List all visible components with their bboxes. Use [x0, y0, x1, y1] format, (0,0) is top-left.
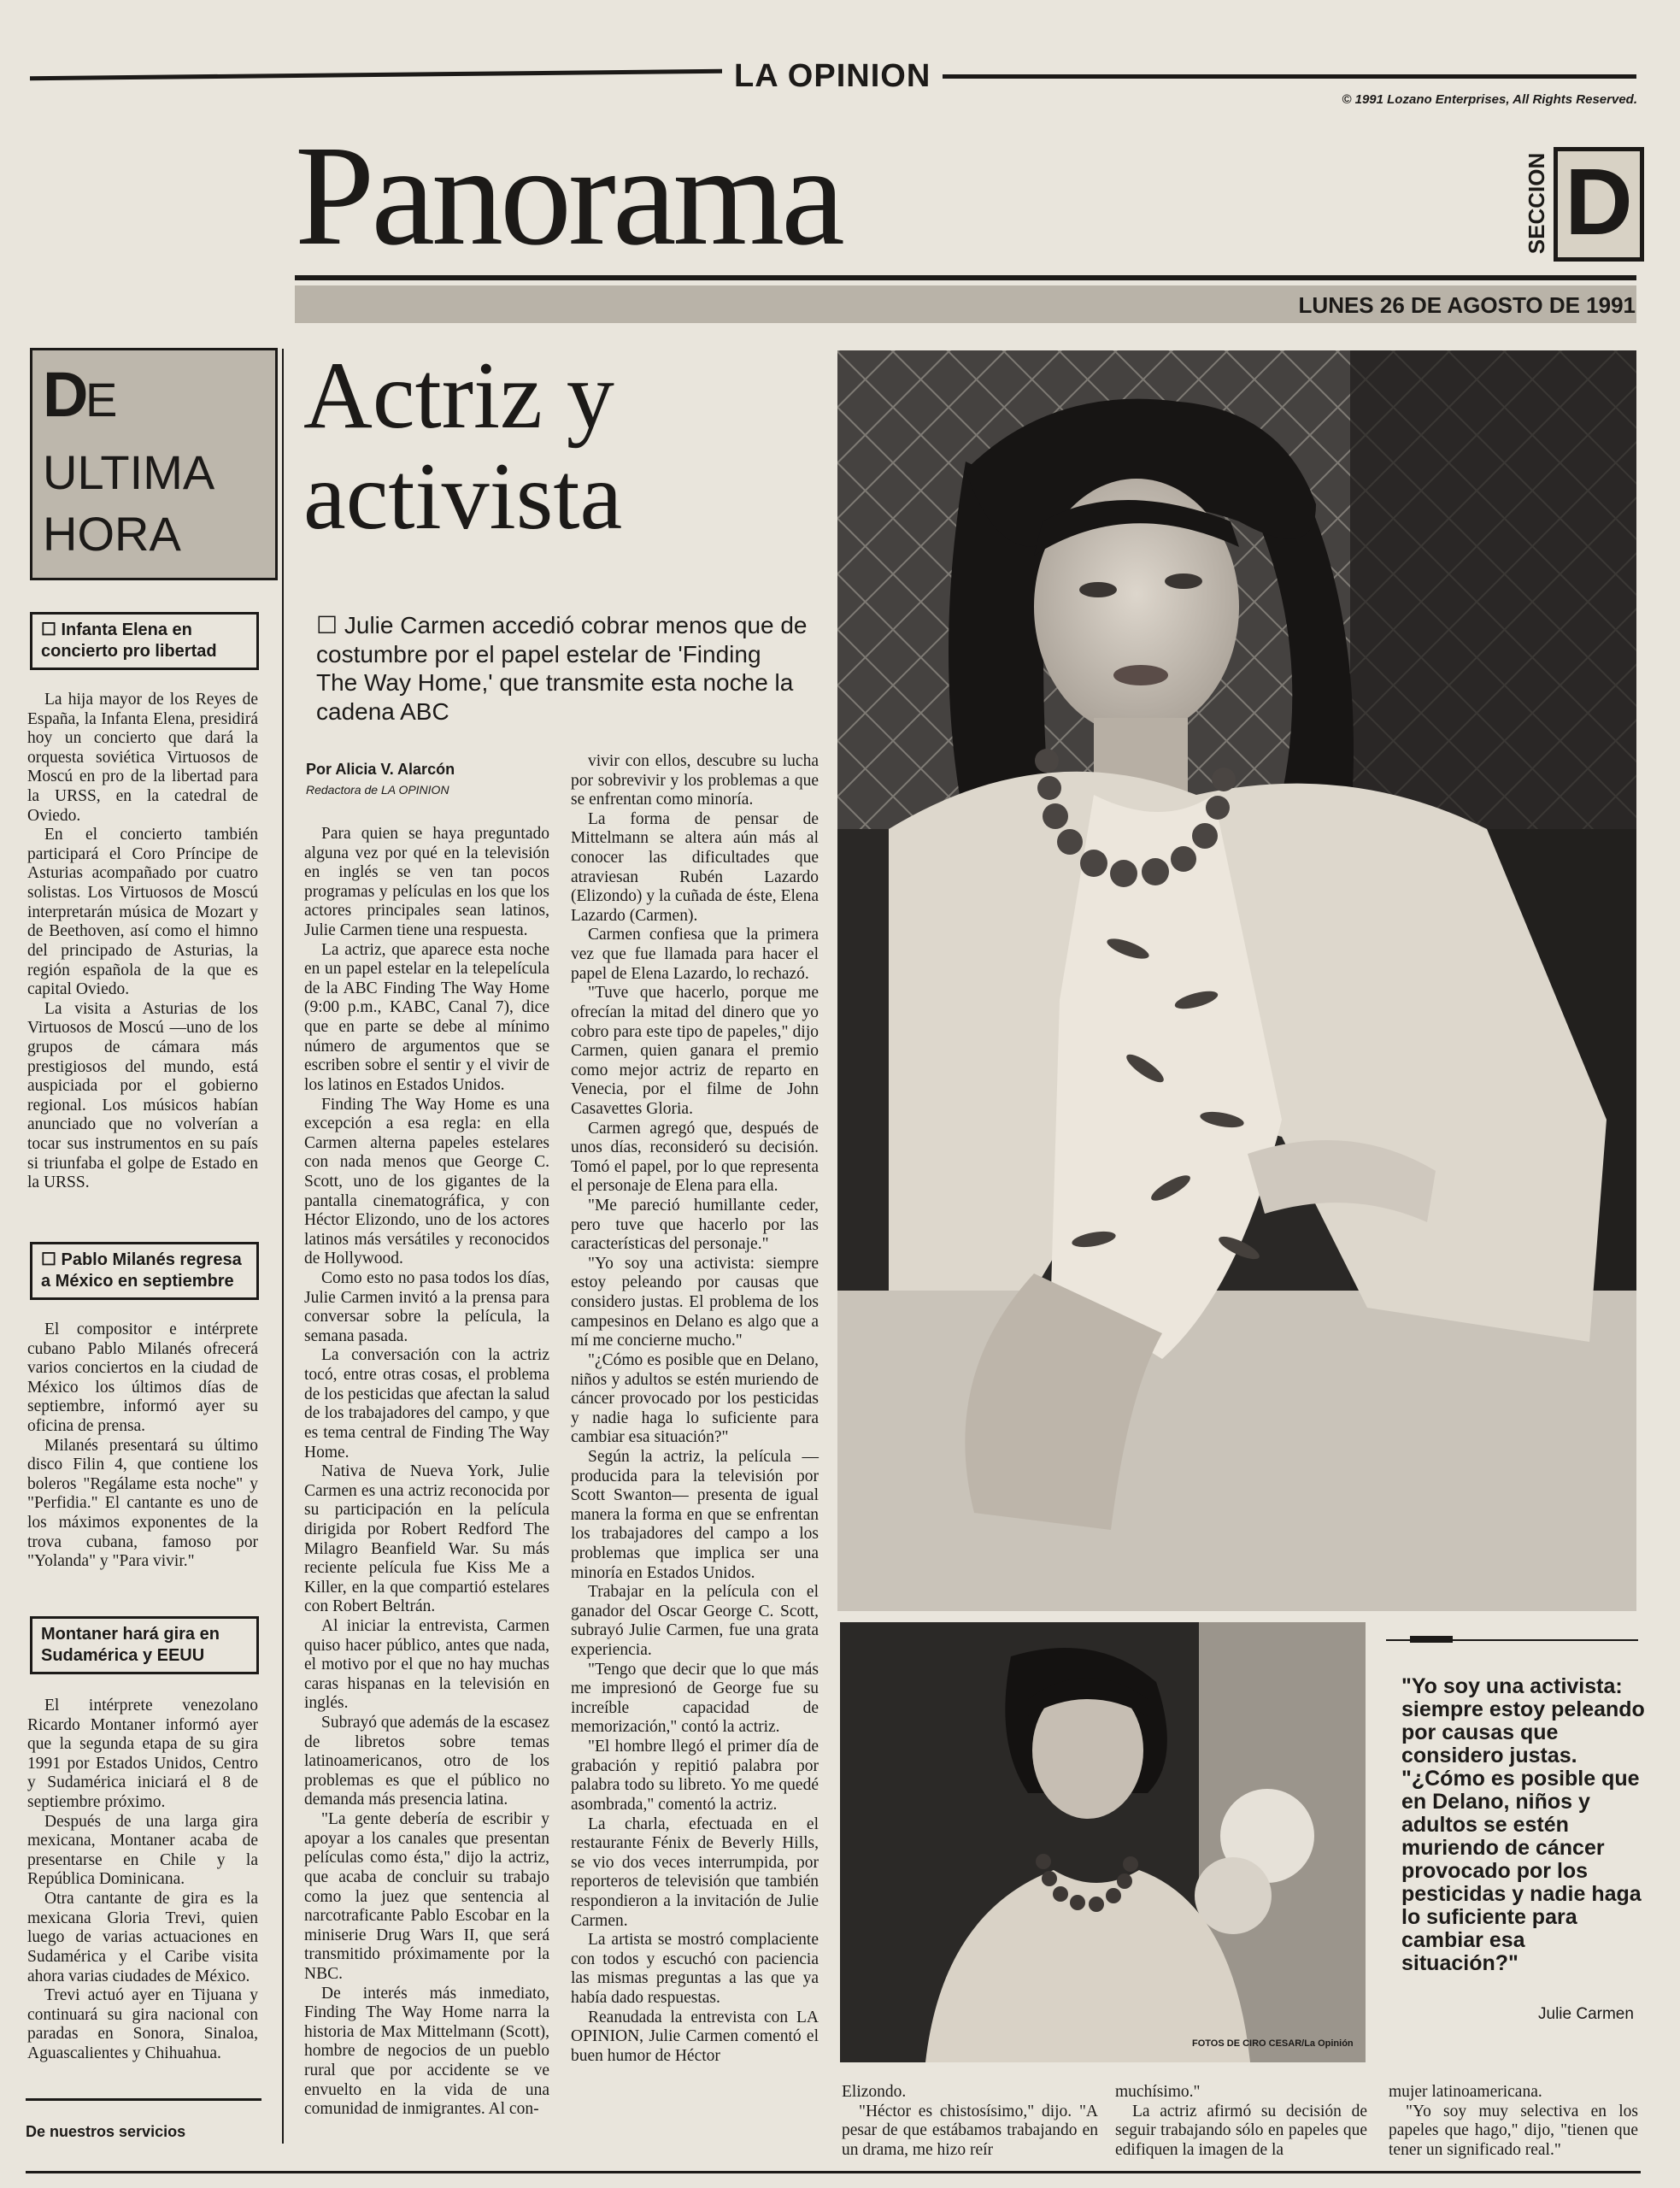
article-paragraph: Como esto no pasa todos los días, Julie Carmen invitó a la prensa para conversar sobre la película, la semana pasada.	[304, 1269, 549, 1345]
article-paragraph: Reanudada la entrevista con LA OPINION, Julie Carmen comentó el buen humor de Héctor	[571, 2008, 819, 2065]
brief-body-montaner	[27, 1697, 258, 2064]
article-paragraph: "¿Cómo es posible que en Delano, niños y adultos se estén muriendo de cáncer provocado por los pesticidas y nadie haga lo suficiente para cambiar esa situación?"	[571, 1350, 819, 1447]
breaking-line-2: ULTIMA	[43, 445, 215, 499]
portrait-image	[837, 350, 1636, 1611]
byline-role: Redactora de LA OPINION	[306, 783, 449, 797]
photo-julie-carmen-small	[840, 1622, 1366, 2062]
article-column-1	[304, 825, 549, 2120]
article-paragraph: La forma de pensar de Mittelmann se altera aún más al conocer las dificultades que atraviesan Rubén Lazardo (Elizondo) y la cuñada de éste, Elena Lazardo (Carmen).	[571, 809, 819, 925]
article-column-4	[1115, 2083, 1367, 2160]
article-paragraph: De interés más inmediato, Finding The Way Home narra la historia de Max Mittelmann (Scott), hombre de negocios de un pueblo rural que por accidente se ve envuelto en la vida de una comunidad de inmigrantes. Al con-	[304, 1984, 549, 2119]
article-paragraph: "El hombre llegó el primer día de grabación y repitió palabra por palabra todo su libreto. Yo me quedé asombrada," comentó la actriz.	[571, 1738, 819, 1814]
byline: Por Alicia V. Alarcón	[306, 761, 455, 778]
masthead-rule-right	[927, 74, 1636, 79]
brief-paragraph: Después de una larga gira mexicana, Montaner acaba de presentarse en Chile y la República Dominicana.	[27, 1812, 258, 1889]
brief-paragraph: En el concierto también participará el Coro Príncipe de Asturias acompañado por cuatro solistas. Los Virtuosos de Moscú interpretarán música de Mozart y de Beethoven, así como el himno del principado de Asturias, la región española de la que es capital Oviedo.	[27, 826, 258, 999]
pull-quote-attribution: Julie Carmen	[1538, 2005, 1634, 2023]
article-paragraph: La actriz, que aparece esta noche en un papel estelar en la telepelícula de la ABC Finding The Way Home (9:00 p.m., KABC, Canal 7), dice que en parte se debe al mínimo número de argumentos que se escriben sobre el sentir y el vivir de los latinos en Estados Unidos.	[304, 940, 549, 1094]
article-paragraph: "La gente debería de escribir y apoyar a los canales que presentan películas como ésta," dijo la actriz, que acaba de concluir su trabajo como la juez que sentencia al narcotraficante Pablo Escobar en la miniserie Drug Wars II, que será transmitido próximamente por la NBC.	[304, 1810, 549, 1983]
article-column-2	[571, 752, 819, 2066]
breaking-line-3: HORA	[43, 507, 181, 561]
article-paragraph: Para quien se haya preguntado alguna vez por qué en la televisión en inglés se ven tan pocos programas y películas en los que los actores principales sean latinos, Julie Carmen tiene una respuesta.	[304, 825, 549, 940]
section-label	[1524, 144, 1558, 263]
column-divider	[282, 349, 284, 2144]
brief-paragraph: Milanés presentará su último disco Filin 4, que contiene los boleros "Regálame esta noche" y "Perfidia." El cantante es uno de los máximos exponentes de la trova cubana, famoso por "Yolanda" y "Para vivir."	[27, 1436, 258, 1571]
article-paragraph: La actriz afirmó su decisión de seguir trabajando sólo en papeles que edifiquen la imagen de la	[1115, 2102, 1367, 2159]
article-paragraph: La artista se mostró complaciente con todos y escuchó con paciencia las mismas preguntas a las que ya había dado respuestas.	[571, 1931, 819, 2007]
brief-body-infanta	[27, 691, 258, 1193]
article-paragraph: Nativa de Nueva York, Julie Carmen es una actriz reconocida por su participación en la película dirigida por Robert Redford The Milagro Beanfield War. Su más reciente película fue Kiss Me a Killer, en la que compartió estelares con Robert Beltrán.	[304, 1462, 549, 1616]
brief-body-milanes	[27, 1320, 258, 1572]
article-paragraph: Según la actriz, la película —producida para la televisión por Scott Swanton— presenta de igual manera la forma en que se enfrentan los trabajadores del campo a los problemas que implica ser una minoría en Estados Unidos.	[571, 1447, 819, 1582]
article-paragraph: Finding The Way Home es una excepción a esa regla: en ella Carmen alterna papeles estelares con nada menos que George C. Scott, uno de los gigantes de la pantalla cinematográfica, y con Héctor Elizondo, uno de los actores latinos más versátiles y reconocidos de Hollywood.	[304, 1095, 549, 1268]
article-column-5	[1389, 2083, 1638, 2160]
article-paragraph: muchísimo."	[1115, 2083, 1201, 2101]
article-column-3	[842, 2083, 1098, 2160]
article-paragraph: La conversación con la actriz tocó, entre otras cosas, el problema de los pesticidas que afectan la salud de los trabajadores del campo, y que es tema central de Finding The Way Home.	[304, 1346, 549, 1462]
brief-title-milanes: ☐ Pablo Milanés regresa a México en septiembre	[30, 1242, 259, 1300]
masthead-bottom-rule	[295, 275, 1636, 280]
portrait-small-image	[840, 1622, 1366, 2062]
section-title: Panorama	[295, 116, 842, 275]
article-paragraph: mujer latinoamericana.	[1389, 2083, 1542, 2101]
article-paragraph: Trabajar en la película con el ganador del Oscar George C. Scott, subrayó Julie Carmen, fue una grata experiencia.	[571, 1583, 819, 1660]
headline-line-1: Actriz y	[303, 343, 614, 449]
services-label: De nuestros servicios	[26, 2123, 186, 2140]
article-paragraph: vivir con ellos, descubre su lucha por sobrevivir y los problemas a que se enfrentan como minoría.	[571, 752, 819, 809]
article-deck: ☐ Julie Carmen accedió cobrar menos que de costumbre por el papel estelar de 'Finding The Way Home,' que transmite esta noche la cadena ABC	[316, 612, 808, 725]
section-label-text: SECCION	[1524, 152, 1549, 255]
brief-paragraph: Trevi actuó ayer en Tijuana y continuará su gira nacional con paradas en Sonora, Sinaloa, Aguascalientes y Chihuahua.	[27, 1986, 258, 2062]
article-headline	[303, 343, 623, 550]
brief-title-infanta: ☐ Infanta Elena en concierto pro libertad	[30, 612, 259, 670]
services-rule	[26, 2098, 261, 2101]
article-paragraph: Al iniciar la entrevista, Carmen quiso hacer público, antes que nada, el motivo por el que no hay muchas caras hispanas en la televisión en inglés.	[304, 1616, 549, 1713]
masthead-rule-left	[30, 69, 722, 80]
article-paragraph: Carmen confiesa que la primera vez que fue llamada para hacer el papel de Elena Lazardo, lo rechazó.	[571, 926, 819, 983]
pull-quote: "Yo soy una activista: siempre estoy peleando por causas que considero justas. "¿Cómo es posible que en Delano, niños y adultos se estén muriendo de cáncer provocado por los pesticidas y nadie haga lo suficiente para cambiar esa situación?"	[1401, 1674, 1645, 1975]
brief-paragraph: El compositor e intérprete cubano Pablo Milanés ofrecerá varios conciertos en la ciudad de México los últimos días de septiembre, informó ayer su oficina de prensa.	[27, 1320, 258, 1436]
breaking-cap: D	[43, 359, 89, 430]
article-paragraph: Subrayó que además de la escasez de libretos sobre temas latinoamericanos, otro de los problemas es que el público no demanda más presencia latina.	[304, 1714, 549, 1809]
article-paragraph: Elizondo.	[842, 2083, 907, 2101]
article-paragraph: Carmen agregó que, después de unos días, reconsideró su decisión. Tomó el papel, por lo que representa el personaje de Elena para ella.	[571, 1119, 819, 1196]
brief-paragraph: La visita a Asturias de los Virtuosos de Moscú —uno de los grupos de cámara más prestigiosos del mundo, está auspiciada por el gobierno regional. Los músicos habían anunciado que no volverían a tocar sus instrumentos en su país si triunfaba el golpe de Estado en la URSS.	[27, 999, 258, 1192]
article-paragraph: "Yo soy muy selectiva en los papeles que hago," dijo, "tienen que tener un significado real."	[1389, 2102, 1638, 2159]
brief-paragraph: El intérprete venezolano Ricardo Montaner informó ayer que la segunda etapa de su gira 1991 por Estados Unidos, Centro y Sudamérica iniciará el 8 de septiembre próximo.	[27, 1697, 258, 1812]
article-paragraph: "Tuve que hacerlo, porque me ofrecían la mitad del dinero que yo cobro para este tipo de papeles," dijo Carmen, quien ganara el premio como mejor actriz de reparto en Venecia, por el filme de John Casavettes Gloria.	[571, 984, 819, 1118]
brief-title-montaner: Montaner hará gira en Sudamérica y EEUU	[30, 1616, 259, 1674]
section-letter: D	[1554, 147, 1644, 262]
issue-date: LUNES 26 DE AGOSTO DE 1991	[1298, 292, 1636, 318]
breaking-rest: E	[85, 373, 118, 426]
article-paragraph: "Me pareció humillante ceder, pero tuve que hacerlo por las características del personaje."	[571, 1197, 819, 1254]
article-paragraph: "Héctor es chistosísimo," dijo. "A pesar de que estábamos trabajando en un drama, me hizo reír	[842, 2102, 1098, 2159]
copyright: © 1991 Lozano Enterprises, All Rights Reserved.	[1342, 92, 1637, 107]
article-paragraph: "Yo soy una activista: siempre estoy peleando por causas que considero justas. El problema de los campesinos en Delano es algo que a mí me concierne mucho."	[571, 1254, 819, 1350]
paper-name: LA OPINION	[722, 58, 943, 95]
article-paragraph: La charla, efectuada en el restaurante Fénix de Beverly Hills, se vio dos veces interrumpida, por reporteros de televisión que también respondieron a la invitación de Julie Carmen.	[571, 1815, 819, 1930]
photo-credit: FOTOS DE CIRO CESAR/La Opinión	[1192, 2038, 1354, 2049]
photo-julie-carmen-main	[837, 350, 1636, 1611]
article-paragraph: "Tengo que decir que lo que más me impresionó de George fue su increíble capacidad de memorización," contó la actriz.	[571, 1660, 819, 1737]
page-bottom-rule	[26, 2171, 1641, 2173]
brief-paragraph: La hija mayor de los Reyes de España, la Infanta Elena, presidirá hoy un concierto que dará la orquesta soviética Virtuosos de Moscú en pro de la libertad para la URSS, en la catedral de Oviedo.	[27, 691, 258, 825]
headline-line-2: activista	[303, 443, 623, 550]
pull-quote-rule-accent	[1410, 1636, 1453, 1643]
brief-paragraph: Otra cantante de gira es la mexicana Gloria Trevi, quien luego de varias actuaciones en Sudamérica y el Caribe visita ahora varias ciudades de México.	[27, 1890, 258, 1985]
